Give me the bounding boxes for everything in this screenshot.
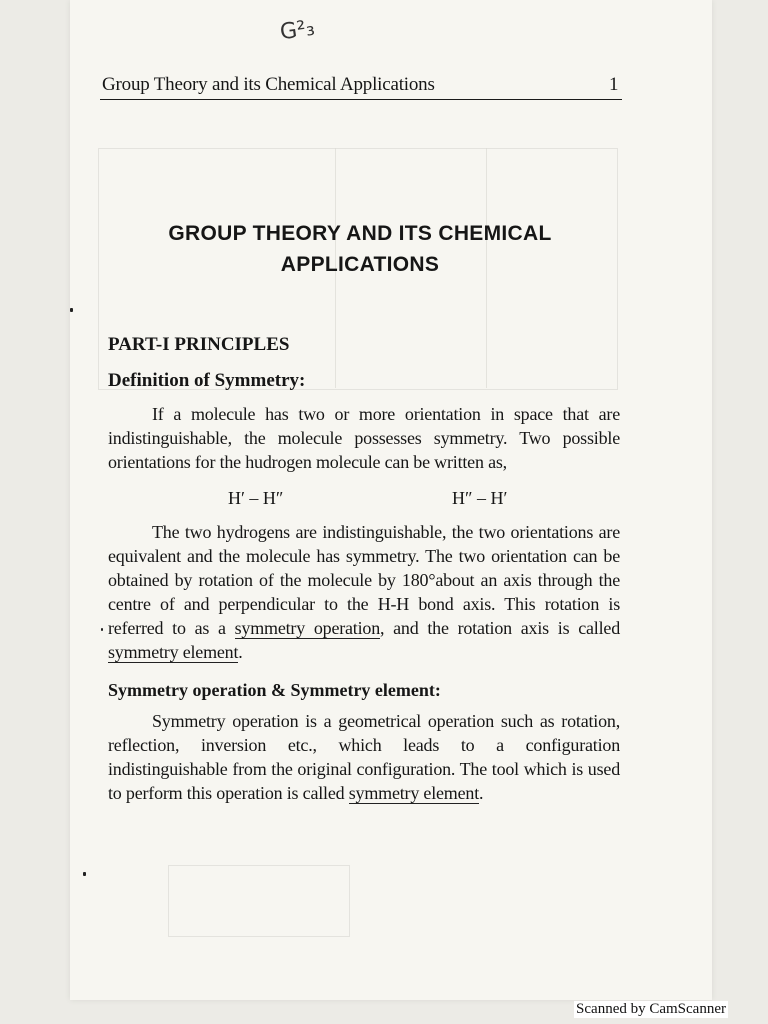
paragraph-rotation-text-3: . xyxy=(238,642,243,662)
paragraph-rotation xyxy=(108,520,620,664)
scan-speck xyxy=(83,872,86,876)
paragraph-operation-text-2: . xyxy=(479,783,484,803)
term-symmetry-element-2: symmetry element xyxy=(348,783,479,803)
margin-handwritten-mark: G²₃ xyxy=(278,15,317,46)
orientation-formula-right: H″ – H′ xyxy=(452,488,508,508)
scan-speck xyxy=(70,308,73,312)
term-symmetry-operation: symmetry operation xyxy=(234,618,381,638)
section-heading: Symmetry operation & Symmetry element: xyxy=(108,680,441,700)
paragraph-definition-text: If a molecule has two or more orientation in space that are indistinguishable, the molecule possesses symmetry. Two possible orientations for the hudrogen molecule can be written as, xyxy=(108,404,620,472)
chapter-title xyxy=(100,218,620,280)
part-heading: PART-I PRINCIPLES xyxy=(108,334,290,355)
paragraph-rotation-text-2: , and the rotation axis is called xyxy=(380,618,620,638)
paragraph-operation-text-1: Symmetry operation is a geometrical operation such as rotation, reflection, inversion etc., which leads to a configuration indistinguishable from the original configuration. The tool which is used to perform this operation is called xyxy=(108,711,620,803)
paragraph-rotation-text-1: The two hydrogens are indistinguishable, the two orientations are equivalent and the molecule has symmetry. The two orientation can be obtained by rotation of the molecule by 180°about an axis through the centre of and perpendicular to the H-H bond axis. This rotation is referred to as a xyxy=(108,522,620,638)
scanner-watermark: Scanned by CamScanner xyxy=(576,1001,726,1017)
scan-speck xyxy=(101,628,103,631)
definition-heading: Definition of Symmetry: xyxy=(108,370,306,391)
paragraph-operation xyxy=(108,709,620,805)
bleed-through-diagram xyxy=(168,865,350,937)
running-header-title: Group Theory and its Chemical Applications xyxy=(102,74,435,95)
term-symmetry-element: symmetry element xyxy=(108,642,239,662)
chapter-title-line-2: APPLICATIONS xyxy=(280,253,440,276)
paragraph-definition xyxy=(108,402,620,474)
chapter-title-line-1: GROUP THEORY AND ITS CHEMICAL xyxy=(168,222,552,245)
page-number: 1 xyxy=(609,74,619,95)
header-rule xyxy=(100,99,622,100)
orientation-formula-left: H′ – H″ xyxy=(228,488,284,508)
